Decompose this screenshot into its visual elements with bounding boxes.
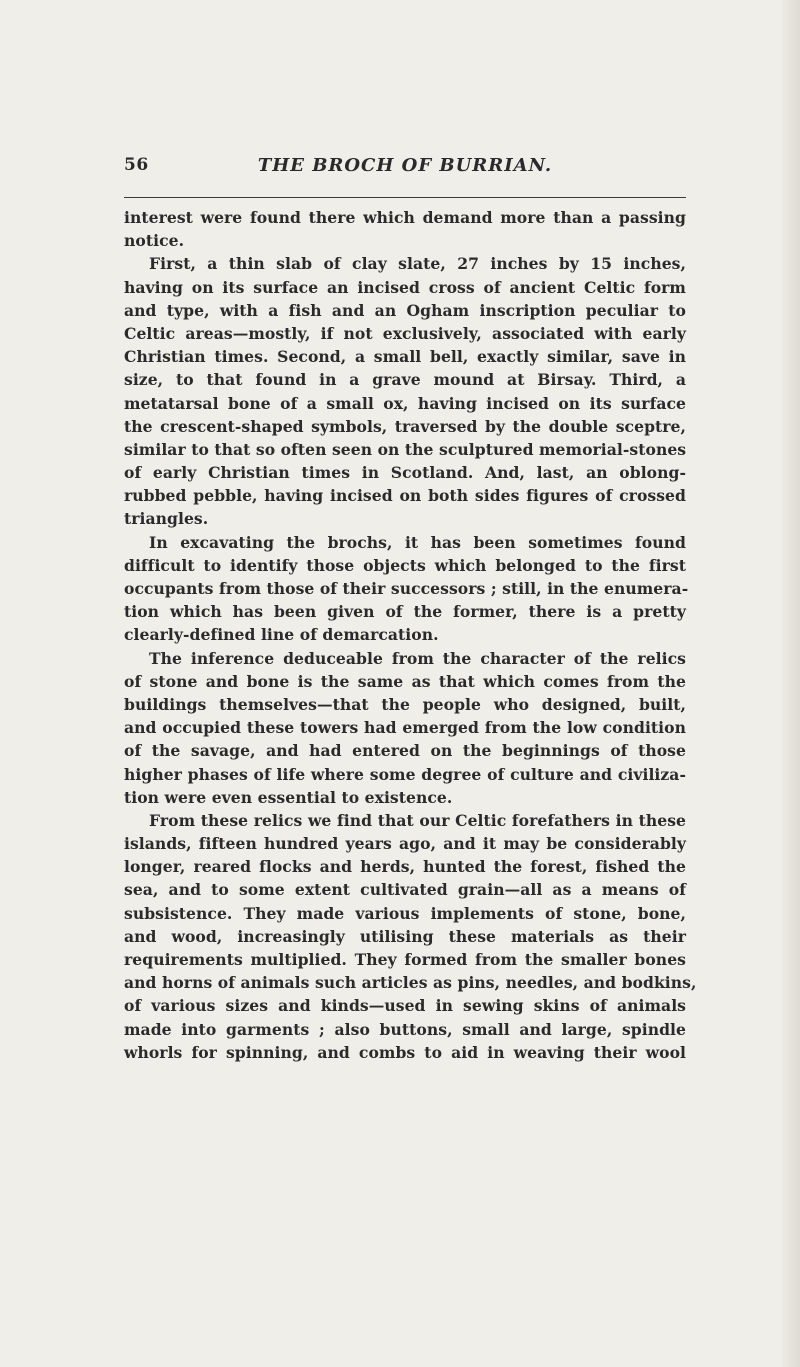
text-line: Christian times. Second, a small bell, exactly similar, save in bbox=[124, 347, 686, 367]
text-line: The inference deduceable from the character of the relics bbox=[149, 648, 686, 668]
text-line: rubbed pebble, having incised on both sides figures of crossed bbox=[124, 486, 686, 506]
text-line: and type, with a fish and an Ogham inscription peculiar to bbox=[124, 300, 686, 320]
text-line: tion which has been given of the former, there is a pretty bbox=[124, 602, 686, 622]
text-line: requirements multiplied. They formed from the smaller bones bbox=[124, 950, 686, 969]
text-line: subsistence. They made various implements of stone, bone, bbox=[124, 903, 686, 923]
text-line: of early Christian times in Scotland. And, last, an oblong- bbox=[124, 463, 686, 483]
text-line: occupants from those of their successors ; still, in the enumera- bbox=[124, 579, 689, 598]
text-line: From these relics we find that our Celtic forefathers in these bbox=[149, 810, 686, 830]
text-line: having on its surface an incised cross of ancient Celtic form bbox=[124, 277, 686, 297]
text-line: triangles. bbox=[124, 509, 209, 529]
text-line: In excavating the brochs, it has been sometimes found bbox=[149, 532, 686, 552]
header-rule bbox=[124, 197, 686, 198]
text-line: metatarsal bone of a small ox, having incised on its surface bbox=[124, 393, 686, 413]
running-title: THE BROCH OF BURRIAN. bbox=[257, 155, 553, 176]
text-line: interest were found there which demand more than a passing bbox=[124, 208, 686, 227]
text-line: sea, and to some extent cultivated grain—all as a means of bbox=[124, 880, 686, 900]
text-line: islands, fifteen hundred years ago, and it may be considerably bbox=[124, 834, 686, 854]
text-line: of various sizes and kinds—used in sewing skins of animals bbox=[124, 996, 686, 1016]
page-edge-shadow bbox=[782, 0, 800, 1367]
text-line: and wood, increasingly utilising these materials as their bbox=[124, 926, 686, 946]
text-line: the crescent-shaped symbols, traversed by the double sceptre, bbox=[124, 416, 686, 436]
text-line: buildings themselves—that the people who designed, built, bbox=[124, 694, 686, 714]
text-line: difficult to identify those objects which belonged to the first bbox=[124, 555, 686, 575]
text-line: of the savage, and had entered on the beginnings of those bbox=[124, 741, 686, 761]
text-line: longer, reared flocks and herds, hunted the forest, fished the bbox=[124, 857, 686, 877]
text-line: and occupied these towers had emerged from the low condition bbox=[124, 718, 686, 738]
text-line: size, to that found in a grave mound at Birsay. Third, a bbox=[124, 370, 686, 390]
text-line: tion were even essential to existence. bbox=[124, 787, 453, 807]
text-line: higher phases of life where some degree of culture and civiliza- bbox=[124, 764, 686, 784]
text-line: whorls for spinning, and combs to aid in weaving their wool bbox=[124, 1042, 686, 1062]
text-line: made into garments ; also buttons, small and large, spindle bbox=[124, 1019, 686, 1039]
text-line: of stone and bone is the same as that which comes from the bbox=[124, 671, 686, 691]
text-line: Celtic areas—mostly, if not exclusively, associated with early bbox=[124, 323, 686, 343]
body-text bbox=[124, 206, 697, 1064]
text-line: notice. bbox=[124, 231, 185, 251]
text-line: similar to that so often seen on the sculptured memorial-stones bbox=[124, 439, 687, 459]
text-line: clearly-defined line of demarcation. bbox=[124, 625, 439, 645]
text-line: First, a thin slab of clay slate, 27 inches by 15 inches, bbox=[149, 254, 686, 274]
page-header bbox=[124, 155, 686, 185]
page-number: 56 bbox=[124, 155, 149, 175]
text-line: and horns of animals such articles as pins, needles, and bodkins, bbox=[124, 973, 697, 993]
